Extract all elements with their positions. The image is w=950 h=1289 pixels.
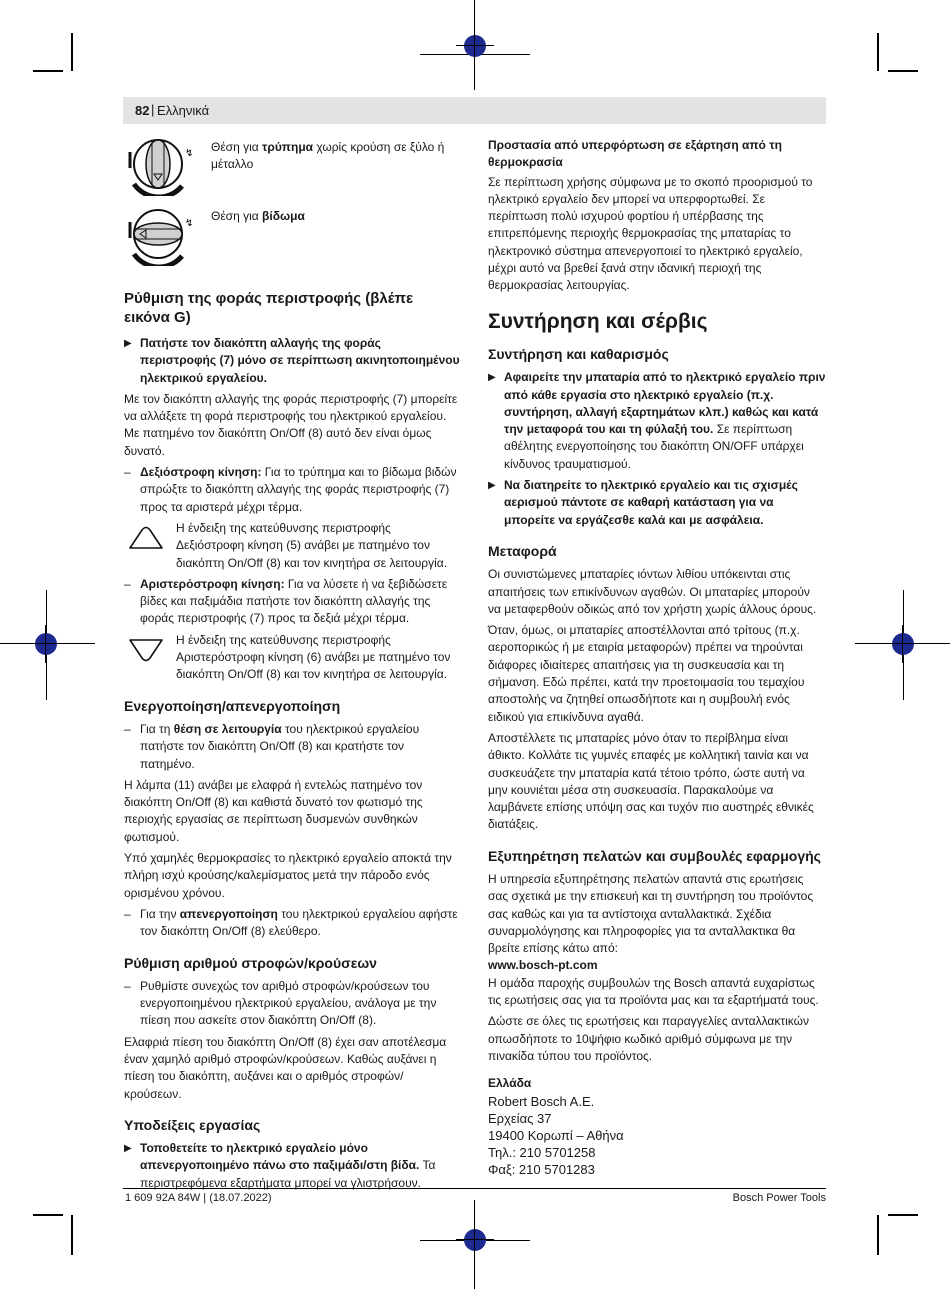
paragraph-speed: Ελαφριά πίεση του διακόπτη On/Off (8) έχει σαν αποτέλεσμα έναν χαμηλό αριθμό στροφών/κρούσεων. Καθώς αυξάνει η πίεση του διακόπτη, αυξάνει και ο αριθμός στροφών/κρούσεων. xyxy=(124,1034,447,1101)
address-line: Robert Bosch A.E. xyxy=(488,1093,595,1109)
heading-speed: Ρύθμιση αριθμού στροφών/κρούσεων xyxy=(124,954,377,971)
warning-keep-clean: ▶ Να διατηρείτε το ηλεκτρικό εργαλείο και τις σχισμές αερισμού πάντοτε σε καθαρή κατάσταση για να μπορείτε να εργάζεσθε καλά και με ασφάλεια. xyxy=(488,477,826,529)
brand-name: Bosch Power Tools xyxy=(732,1192,826,1204)
svg-text:↯: ↯ xyxy=(185,148,194,159)
address-line: Ερχείας 37 xyxy=(488,1110,552,1126)
list-item-left-rotation: – Αριστερόστροφη κίνηση: Για να λύσετε ή να ξεβιδώσετε βίδες και παξιμάδια πατήστε τον διακόπτη αλλαγής της φοράς περιστροφής (7) προς τα δεξιά μέχρι τέρμα. xyxy=(124,576,460,628)
arrow-down-icon xyxy=(128,637,164,663)
warning-remove-battery: ▶ Αφαιρείτε την μπαταρία από το ηλεκτρικό εργαλείο πριν από κάθε εργασία στο ηλεκτρικό εργαλείο (π.χ. συντήρηση, αλλαγή εξαρτημάτων κλπ.) καθώς και κατά την μεταφορά του και τη φύλαξή του. Σε περίπτωση αθέλητης ενεργοποίησης του διακόπτη ON/OFF υπάρχει κίνδυνος τραυματισμού. xyxy=(488,369,826,473)
website-link[interactable]: www.bosch-pt.com xyxy=(488,958,598,973)
warning-direction: ▶ Πατήστε τον διακόπτη αλλαγής της φοράς περιστροφής (7) μόνο σε περίπτωση ακινητοποιημένου ηλεκτρικού εργαλείου. xyxy=(124,335,460,387)
page-header xyxy=(123,97,826,124)
svg-text:↯: ↯ xyxy=(185,218,194,229)
list-item-switch-on: – Για τη θέση σε λειτουργία του ηλεκτρικού εργαλείου πατήστε τον διακόπτη On/Off (8) και κρατήστε τον πατημένο. xyxy=(124,721,460,773)
paragraph-customer: Η υπηρεσία εξυπηρέτησης πελατών απαντά στις ερωτήσεις σας σχετικά με την επισκευή και τη συντήρηση του προϊόντος σας καθώς και για τα αντίστοιχα ανταλλακτικά. Σχέδια συναρμολόγησης και πληροφορίες για τα ανταλλακτικα θα βρείτε επίσης κάτω από: xyxy=(488,871,814,956)
heading-direction: Ρύθμιση της φοράς περιστροφής (βλέπε εικόνα G) xyxy=(124,290,414,326)
arrow-up-icon xyxy=(128,525,164,551)
paragraph-overload: Σε περίπτωση χρήσης σύμφωνα με το σκοπό προορισμού το ηλεκτρικό εργαλείο δεν μπορεί να υπερφορτωθεί. Σε περίπτωση πολύ ισχυρού φορτίου ή υπέρβασης της επιτρεπόμενης περιοχής θερμοκρασίας της μπαταρίας το ηλεκτρονικό σύστημα απενεργοποιεί το ηλεκτρικό εργαλείο, μέχρι αυτό να βρεθεί ξανά στην ιδανική περιοχή της θερμοκρασίας λειτουργίας. xyxy=(488,174,813,293)
drill-mode-icon xyxy=(124,134,202,196)
right-rotation-note: Η ένδειξη της κατεύθυνσης περιστροφής Δεξιόστροφη κίνηση (5) ανάβει με πατημένο τον διακόπτη On/Off (8) και τον κινητήρα σε λειτουργία. xyxy=(124,520,460,572)
screw-position-text: Θέση για βίδωμα xyxy=(211,209,305,223)
right-column xyxy=(488,137,826,1178)
page-language: Ελληνικά xyxy=(157,103,210,118)
paragraph-low-temperature: Υπό χαμηλές θερμοκρασίες το ηλεκτρικό εργαλείο αποκτά την πλήρη ισχύ κρούσης/καλεμίσματος μετά την πάροδο ενός ορισμένου χρόνου. xyxy=(124,851,452,900)
list-item-switch-off: – Για την απενεργοποίηση του ηλεκτρικού εργαλείου αφήστε τον διακόπτη On/Off (8) ελεύθερο. xyxy=(124,906,460,941)
crop-mark xyxy=(888,1214,918,1216)
page-number: 82 xyxy=(135,103,150,118)
crop-mark xyxy=(33,70,63,72)
crop-mark xyxy=(71,1215,73,1255)
heading-service: Συντήρηση και σέρβις xyxy=(488,309,708,333)
left-rotation-note: Η ένδειξη της κατεύθυνσης περιστροφής Αριστερόστροφη κίνηση (6) ανάβει με πατημένο τον διακόπτη On/Off (8) και τον κινητήρα σε λειτουργία. xyxy=(124,632,460,684)
phone-line: Τηλ.: 210 5701258 xyxy=(488,1144,596,1160)
registration-mark xyxy=(35,633,57,655)
page-footer xyxy=(123,1188,826,1204)
left-column-main xyxy=(124,289,460,1196)
registration-mark xyxy=(464,35,486,57)
registration-mark xyxy=(892,633,914,655)
address-block xyxy=(488,1093,826,1178)
heading-customer-service: Εξυπηρέτηση πελατών και συμβουλές εφαρμογής xyxy=(488,847,821,864)
crop-mark xyxy=(33,1214,63,1216)
document-code: 1 609 92A 84W | (18.07.2022) xyxy=(125,1192,272,1204)
heading-tips: Υποδείξεις εργασίας xyxy=(124,1116,261,1133)
list-item-speed: – Ρυθμίστε συνεχώς τον αριθμό στροφών/κρούσεων του ενεργοποιημένου ηλεκτρικού εργαλείου, ανάλογα με την πίεση που ασκείτε στον διακόπτη On/Off (8). xyxy=(124,978,460,1030)
heading-onoff: Ενεργοποίηση/απενεργοποίηση xyxy=(124,697,341,714)
list-item-right-rotation: – Δεξιόστροφη κίνηση: Για το τρύπημα και το βίδωμα βιδών σπρώξτε το διακόπτη αλλαγής της φοράς περιστροφής (7) προς τα αριστερά μέχρι τέρμα. xyxy=(124,464,460,516)
paragraph-transport-3: Αποστέλλετε τις μπαταρίες μόνο όταν το περίβλημα είναι άθικτο. Κολλάτε τις γυμνές επαφές με κολλητική ταινία και να συσκευάζετε την μπαταρία κατά τέτοιο τρόπο, ώστε αυτή να μην κουνιέται μέσα στη συσκευασία. Παρακαλούμε να λαμβάνετε επίσης υπόψη σας και τυχόν πιο αυστηρές εθνικές διατάξεις. xyxy=(488,730,814,832)
paragraph-direction: Με τον διακόπτη αλλαγής της φοράς περιστροφής (7) μπορείτε να αλλάξετε τη φορά περιστροφής του ηλεκτρικού εργαλείου. Με πατημένο τον διακόπτη On/Off (8) αυτό δεν είναι όμως δυνατό. xyxy=(124,391,458,458)
paragraph-advice: Η ομάδα παροχής συμβουλών της Bosch απαντά ευχαρίστως τις ερωτήσεις σας για τα προϊόντα μας και τα εξαρτήματά τους. xyxy=(488,975,819,1008)
crop-mark xyxy=(888,70,918,72)
paragraph-lamp: Η λάμπα (11) ανάβει με ελαφρά ή εντελώς πατημένο τον διακόπτη On/Off (8) και καθιστά δυνατό τον φωτισμό της περιοχής εργασίας σε περίπτωση δυσμενών συνθηκών φωτισμού. xyxy=(124,777,423,844)
address-line: 19400 Κορωπί – Αθήνα xyxy=(488,1127,624,1143)
heading-cleaning: Συντήρηση και καθαρισμός xyxy=(488,345,669,362)
crop-mark xyxy=(877,33,879,71)
header-separator: | xyxy=(151,102,155,117)
paragraph-transport-2: Όταν, όμως, οι μπαταρίες αποστέλλονται από τρίτους (π.χ. αεροπορικώς ή με εταιρία μεταφορών) πρέπει να τηρούνται διάφορες ιδιαίτερες απαιτήσεις για τη συσκευασία και τη σήμανση. Εδώ πρέπει, κατά την προετοιμασία του τεμαχίου αποστολής να ζητηθεί οπωσδήποτε και η συμβουλή ενός ειδικού για επικίνδυνα αγαθά. xyxy=(488,623,805,724)
heading-overload: Προστασία από υπερφόρτωση σε εξάρτηση από τη θερμοκρασία xyxy=(488,138,782,170)
crop-mark xyxy=(877,1215,879,1255)
country-heading: Ελλάδα xyxy=(488,1076,532,1091)
left-column xyxy=(211,139,461,178)
heading-transport: Μεταφορά xyxy=(488,542,557,559)
crop-mark xyxy=(71,33,73,71)
screw-position xyxy=(211,208,461,229)
screw-mode-icon xyxy=(124,204,202,266)
registration-mark xyxy=(464,1229,486,1251)
paragraph-codes: Δώστε σε όλες τις ερωτήσεις και παραγγελίες ανταλλακτικών οπωσδήποτε το 10ψήφιο κωδικό αριθμό σύμφωνα με την πινακίδα τύπου του προϊόντος. xyxy=(488,1014,809,1063)
fax-line: Φαξ: 210 5701283 xyxy=(488,1161,595,1177)
drill-position-text: Θέση για τρύπημα χωρίς κρούση σε ξύλο ή μέταλλο xyxy=(211,140,445,172)
warning-tips: ▶ Τοποθετείτε το ηλεκτρικό εργαλείο μόνο απενεργοποιημένο πάνω στο παξιμάδι/στη βίδα. Τα περιστρεφόμενα εξαρτήματα μπορεί να γλιστρήσουν. xyxy=(124,1140,460,1192)
paragraph-transport-1: Οι συνιστώμενες μπαταρίες ιόντων λιθίου υπόκεινται στις απαιτήσεις των επικίνδυνων αγαθών. Οι μπαταρίες μπορούν να μεταφερθούν οδικώς από τον χρήστη χωρίς άλλους όρους. xyxy=(488,567,817,616)
